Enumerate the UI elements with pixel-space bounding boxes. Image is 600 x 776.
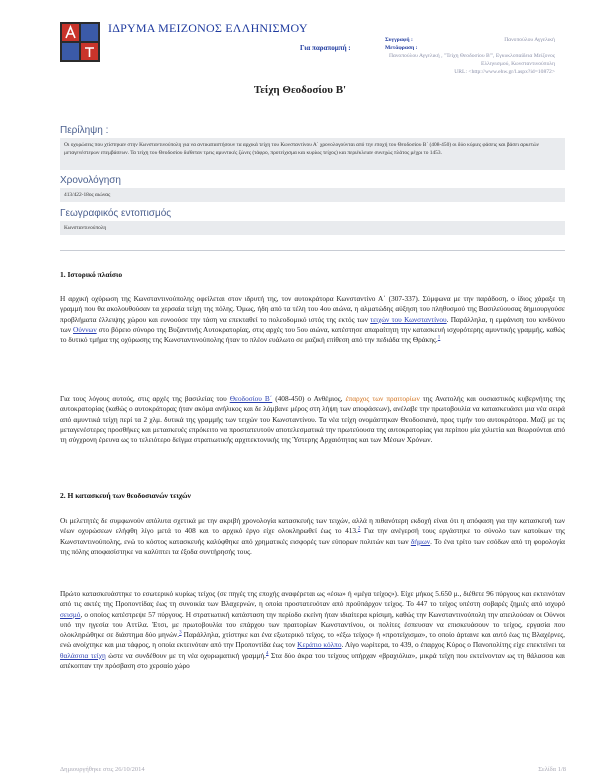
section-2-heading: 2. Η κατασκευή των θεοδοσιανών τειχών [60, 491, 191, 500]
summary-band [60, 138, 565, 170]
link-demes[interactable]: δήμων [410, 536, 431, 546]
link-sea-walls[interactable]: θαλάσσια τείχη [60, 650, 106, 660]
link-theodosius-ii[interactable]: Θεοδοσίου Β΄ [229, 394, 273, 403]
summary-text: Οι οχυρώσεις που χτίστηκαν στην Κωνσταντινούπολη για να αντικαταστήσουν τα αρχικά τείχη του Κωνσταντίνου Α΄ χρονολογούνται από την εποχή του Θεοδοσίου Β΄ (408-450) οι δύο κύριες φάσεις και βάσει αρκετών μεταγενέστερων επεμβάσεων. Τα τείχη του Θεοδοσίου διέθεταν τρεις αμυντικές ζώνες (τάφρο, προτείχισμα και κυρίως τείχος) και περιέκλειαν συνεχώς πλάτος μέχρι το 1453. [64, 142, 539, 156]
author-label: Συγγραφή : [385, 37, 413, 43]
chronology-value: 413/422-18ος αιώνας [64, 192, 111, 198]
chronology-heading: Χρονολόγηση [60, 175, 121, 186]
org-name: ΙΔΡΥΜΑ ΜΕΙΖΟΝΟΣ ΕΛΛΗΝΙΣΜΟΥ [108, 21, 308, 35]
link-earthquake[interactable]: σεισμό [60, 609, 81, 619]
document-header [0, 0, 600, 75]
footnote-4[interactable]: 4 [266, 651, 269, 657]
section-1-paragraph-2: Για τους λόγους αυτούς, στις αρχές της βασιλείας του Θεοδοσίου Β΄ (408-450) ο Ανθέμιος, έπαρχος των πραιτορίων της Ανατολής και ουσιαστικός κυβερνήτης της αυτοκρατορίας (καθώς ο αυτοκράτορας ήταν ακόμα ανήλικος και δε λάμβανε μέρος στη λήψη των αποφάσεων), ανέλαβε την πρωτοβουλία να κατασκευάσει μια νέα σειρά από αμυντικά τείχη περί τα 2 χλμ. δυτικά της γραμμής των τειχών του Κωνσταντίνου. Τα νέα τείχη ονομάστηκαν Θεοδοσιανά, προς τιμήν του αυτοκράτορα. Μαζί με τις μεταγενέστερες προσθήκες και μετασκευές επρόκειτο να προστατευτούν αποτελεσματικά την πρωτεύουσα της αυτοκρατορίας για περίπου μία χιλιετία και θεωρούνται από τη σύγχρονη έρευνα ως το τελειότερο δείγμα στρατιωτικής αρχιτεκτονικής της Ύστερης Αρχαιότητας και των Μέσων Χρόνων. [60, 394, 565, 445]
section-1-paragraph-1: Η αρχική οχύρωση της Κωνσταντινούπολης οφείλεται στον ιδρυτή της, τον αυτοκράτορα Κωνσταντίνο Α΄ (307-337). Σύμφωνα με την παράδοση, ο ίδιος χάραξε τη γραμμή που θα ακολουθούσαν τα χερσαία τείχη της πόλης. Όμως, ήδη από τα τέλη του 4ου αιώνα, η αλματώδης αύξηση του πληθυσμού της Βασιλεύουσας δημιουργούσε προβλήματα έλλειψης χώρου και ευνοούσε την τάση να επεκταθεί το πολεοδομικό ιστός της εκτός των τειχών του Κωνσταντίνου. Παράλληλα, η εμφάνιση του κινδύνου των Ούννων στο βόρειο σύνορο της Βυζαντινής Αυτοκρατορίας, στις αρχές του 5ου αιώνα, κατέστησε απαραίτητη την κατασκευή ισχυρότερης αμυντικής γραμμής, καθώς το δυτικό τμήμα της οχύρωσης της Κωνσταντινούπολης ήταν το πλέον ευάλωτο σε μαζική επίθεση από την πεδιάδα της Θράκης.$^1$ [60, 294, 566, 345]
footnote-3[interactable]: 3 [179, 630, 182, 636]
translation-label: Μετάφραση : [385, 45, 418, 51]
section-2-paragraph-2: Πρώτο κατασκευάστηκε το εσωτερικό κυρίως τείχος (σε πηγές της εποχής αναφέρεται ως «έσω» ή «μέγα τείχος»). Είχε μήκος 5.650 μ., διέθετε 96 πύργους και εκτεινόταν από τις ακτές της Προποντίδας έως τη συνοικία των Βλαχερνών, η οποία προστατευόταν από προϋπάρχον τείχος. Το 447 το τείχος υπέστη σοβαρές ζημιές από ισχυρό σεισμό, ο οποίος κατέστρεψε 57 πύργους. Η στρατιωτική κατάσταση την περίοδο εκείνη ήταν ιδιαίτερα κρίσιμη, καθώς την Κωνσταντινούπολη την απειλούσαν οι Ούννοι υπό την ηγεσία του Αττίλα. Έτσι, με πρωτοβουλία του επάρχου των πραιτορίων Κωνσταντίνου, οι πολίτες έσπευσαν να επισκευάσουν το τείχος, εργασία που ολοκληρώθηκε σε διάστημα δύο μηνών.$^3$ Παράλληλα, χτίστηκε και ένα εξωτερικό τείχος, το «έξω τείχος» ή «προτείχισμα», το οποίο άρταινε και αυτό έως τις Βλαχέρνες, ενώ ανοίχτηκε και μια τάφρος, η οποία εκτεινόταν από την Προποντίδα έως τον Κεράτιο κόλπο. Λίγο νωρίτερα, το 439, ο έπαρχος Κύρος ο Πανοπολίτης είχε επεκτείνει τα θαλάσσια τείχη ώστε να συνδέθουν με τη νέα οχυρωματική γραμμή.$^4$ Στα δύο άκρα του τείχους υπήρχαν «βραχιόλια», μικρά τείχη που εκτείνονταν ως τη θάλασσα και απέκοπταν την πρόσβαση στο χερσαίο χώρο [60, 589, 566, 671]
footer-page-number: Σελίδα 1/8 [538, 766, 566, 773]
section-divider [60, 250, 565, 251]
foundation-logo [60, 22, 100, 62]
link-constantine-walls[interactable]: τειχών του Κωνσταντίνου [370, 314, 447, 324]
citation-label: Για παραπομπή : [300, 44, 351, 52]
chronology-band [60, 188, 565, 202]
location-heading: Γεωγραφικός εντοπισμός [60, 208, 172, 219]
citation-url-link[interactable]: <http://www.ehw.gr/l.aspx?id=10872> [468, 69, 555, 75]
footnote-1[interactable]: 1 [437, 335, 441, 341]
link-praetorian-prefect[interactable]: έπαρχος των πραιτορίων [345, 394, 420, 403]
document-title: Τείχη Θεοδοσίου Β' [253, 84, 347, 96]
section-1-heading: 1. Ιστορικό πλαίσιο [60, 270, 123, 279]
author-value: Πανοπούλου Αγγελική [504, 37, 555, 43]
footer-created-date: Δημιουργήθηκε στις 26/10/2014 [60, 766, 145, 773]
link-golden-horn[interactable]: Κεράτιο κόλπο [297, 640, 342, 650]
citation-reference: Πανοπούλου Αγγελική , "Τείχη Θεοδοσίου Β'", Εγκυκλοπαίδεια Μείζονος Ελληνισμού, Κωνσταντινούπολη [388, 53, 555, 67]
section-2-paragraph-1: Οι μελετητές δε συμφωνούν απόλυτα σχετικά με την ακριβή χρονολογία κατασκευής των τειχών, αλλά η πιθανότερη εκδοχή είναι ότι η απόφαση για την κατασκευή των νέων οχυρώσεων ελήφθη λίγο μετά το 408 και το αρχικό έργο είχε ολοκληρωθεί έως το 413.$^2$ Για την ανέγερσή τους εργάστηκε το σύνολο των κατοίκων της Κωνσταντινούπολης, ενώ το κόστος κατασκευής καλύφθηκε από χρηματικές εισφορές των εύπορων πολιτών και των δήμων. Το ένα τρίτο των εσόδων από τη φορολογία της πόλης αποφασίστηκε να καλύπτει τα έξοδα συντήρησής τους. [60, 516, 566, 556]
location-band [60, 221, 565, 235]
url-label: URL: [454, 69, 468, 75]
link-huns[interactable]: Ούννων [73, 324, 97, 334]
citation-url-row [385, 68, 555, 76]
citation-block [385, 36, 555, 76]
footnote-2[interactable]: 2 [357, 526, 361, 532]
location-value: Κωνσταντινούπολη [64, 225, 107, 231]
summary-heading: Περίληψη : [60, 125, 109, 136]
